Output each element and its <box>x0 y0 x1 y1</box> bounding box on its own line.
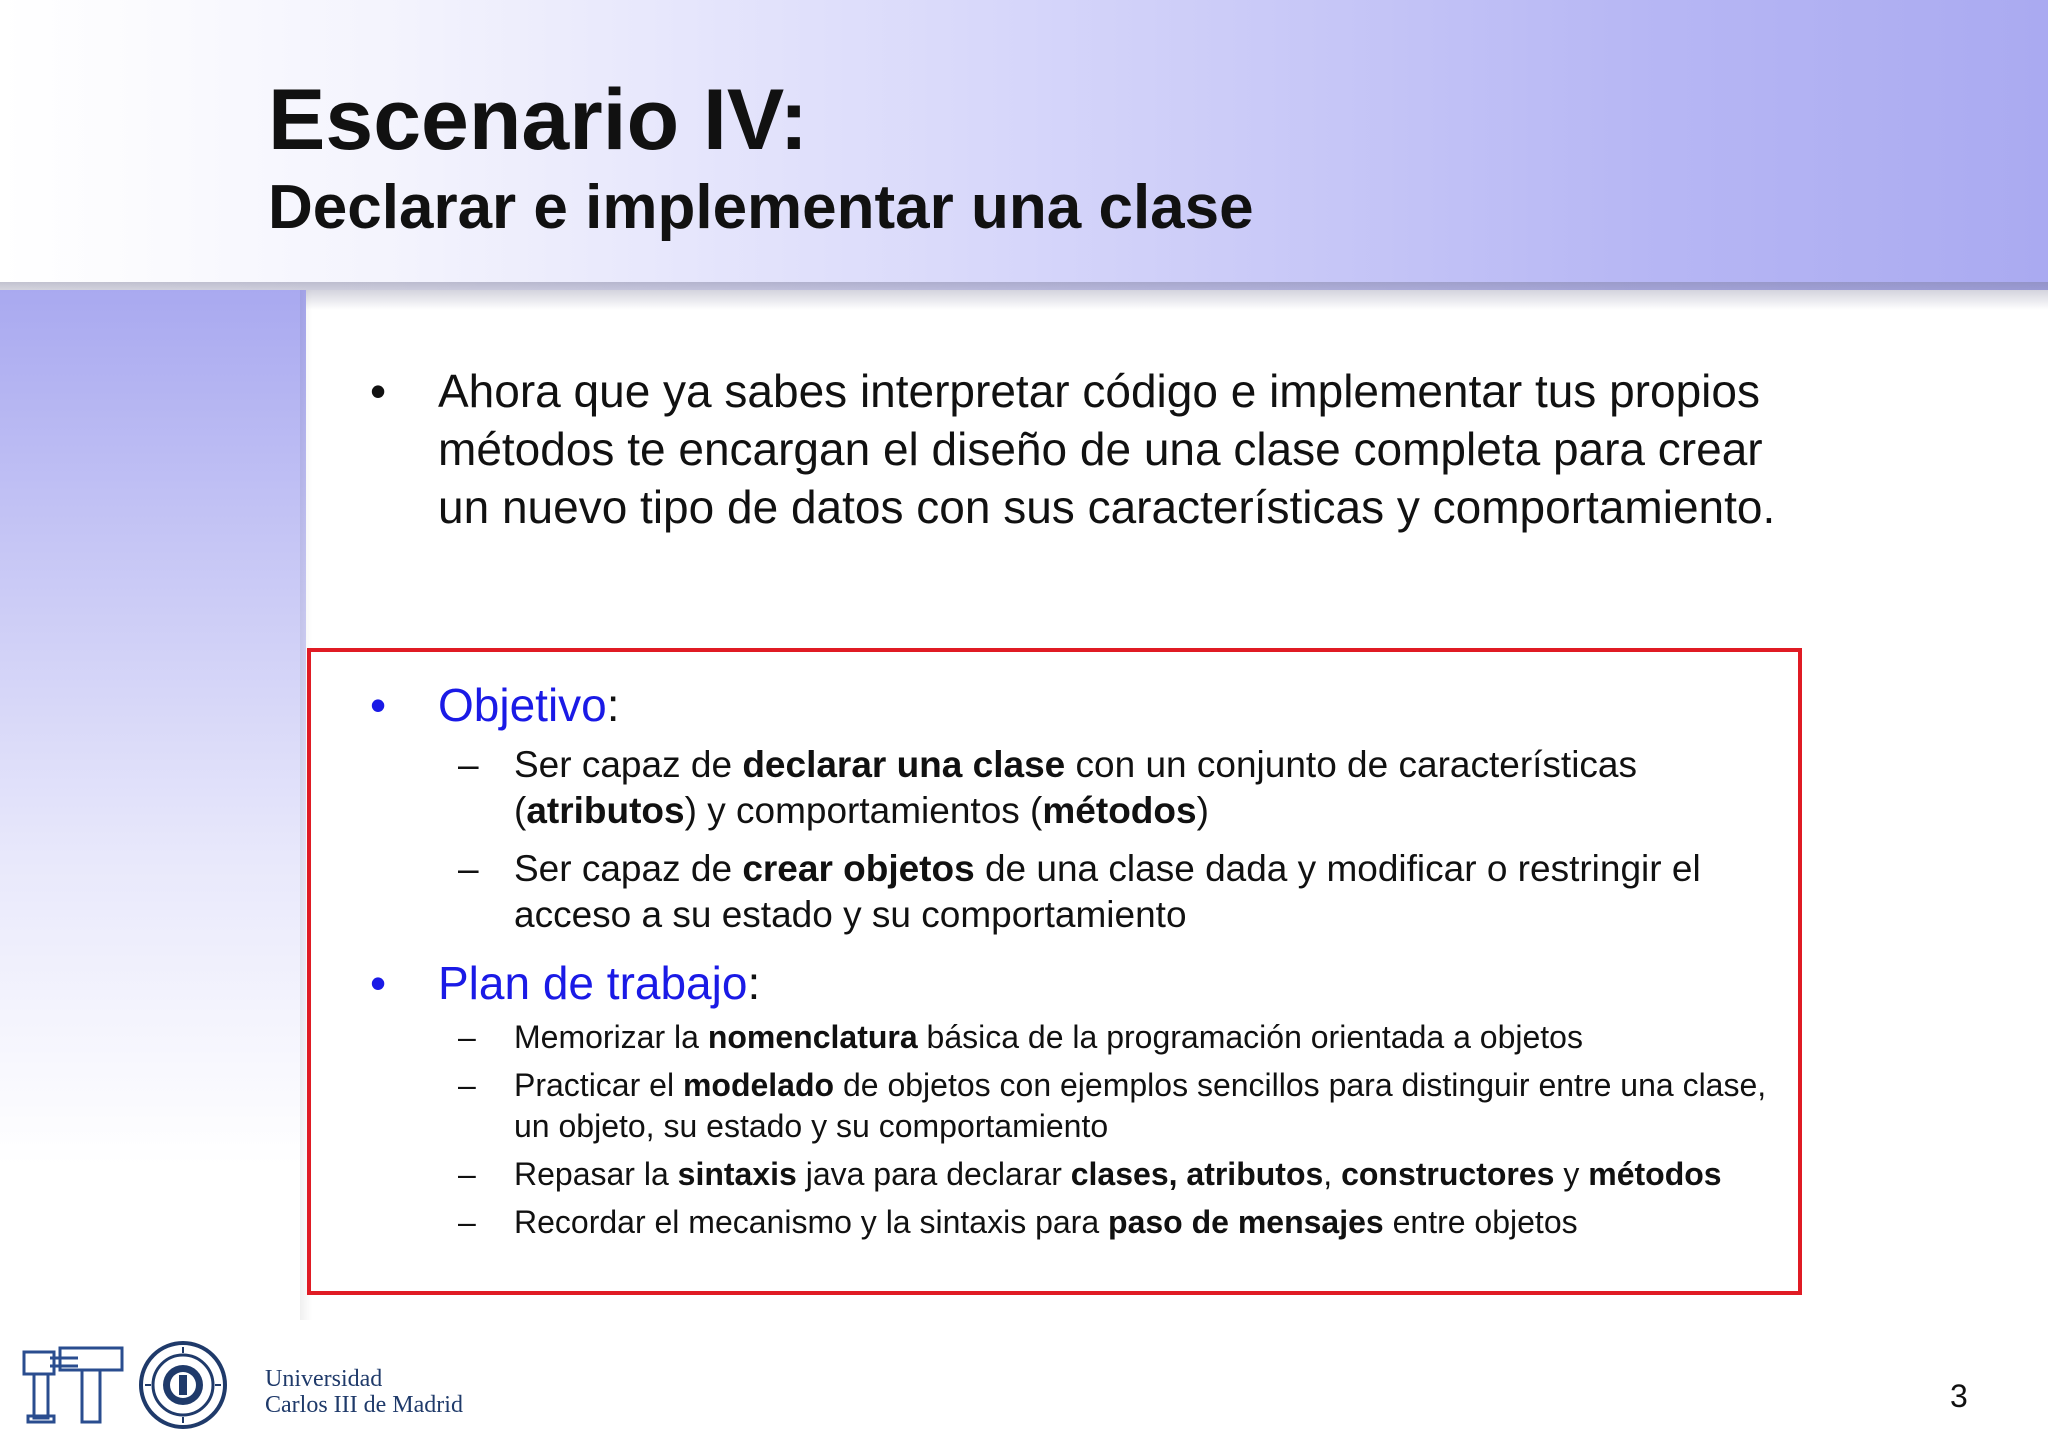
item-bold-text: crear objetos <box>742 848 975 889</box>
item-text: y <box>1554 1156 1589 1192</box>
intro-text: Ahora que ya sabes interpretar código e implementar tus propios métodos te encargan el diseño de una clase completa para crear un nuevo tipo de datos con sus características y comportamiento. <box>438 365 1776 533</box>
item-text: Ser capaz de <box>514 848 743 889</box>
plan-colon: : <box>747 957 761 1009</box>
item-text: java para declarar <box>796 1156 1071 1192</box>
plan-heading <box>370 954 760 1012</box>
item-text: de una clase dada y modificar o restringir el acceso a su estado y su comportamiento <box>514 848 1701 935</box>
item-bold-text: paso de mensajes <box>1108 1204 1384 1240</box>
item-bold-text: modelado <box>682 1067 835 1103</box>
item-text: entre objetos <box>1383 1204 1578 1240</box>
item-bold-text: métodos <box>1588 1156 1722 1192</box>
item-text: Memorizar la <box>514 1019 708 1055</box>
item-text: básica de la programación orientada a objetos <box>917 1019 1583 1055</box>
plan-list <box>458 1017 1788 1250</box>
intro-paragraph <box>370 362 1810 536</box>
item-text: ) y comportamientos ( <box>684 790 1043 831</box>
university-name-line2: Carlos III de Madrid <box>265 1392 463 1418</box>
bullet-icon: • <box>370 957 387 1009</box>
dash-icon: – <box>458 1067 476 1103</box>
item-bold-text: sintaxis <box>677 1156 797 1192</box>
dash-icon: – <box>458 1019 476 1055</box>
list-item <box>458 1202 1788 1243</box>
item-text: , <box>1323 1156 1342 1192</box>
dash-icon: – <box>458 848 479 889</box>
item-bold-text: clases, atributos <box>1070 1156 1324 1192</box>
dash-icon: – <box>458 744 479 785</box>
objetivo-label: Objetivo <box>438 679 607 731</box>
list-item <box>458 1154 1788 1195</box>
list-item <box>458 1065 1788 1147</box>
slide-title: Escenario IV: <box>268 72 809 168</box>
item-text: Repasar la <box>514 1156 678 1192</box>
item-text: de objetos con ejemplos sencillos para distinguir entre una clase, un objeto, su estado y su comportamiento <box>514 1067 1767 1144</box>
item-text: ) <box>1196 790 1209 831</box>
list-item <box>458 1017 1788 1058</box>
objetivo-colon: : <box>606 679 620 731</box>
dash-icon: – <box>458 1204 476 1240</box>
list-item <box>458 846 1788 938</box>
university-seal-icon <box>138 1340 228 1430</box>
bullet-icon: • <box>370 365 387 417</box>
item-bold-text: nomenclatura <box>707 1019 918 1055</box>
page-number: 3 <box>1950 1378 1968 1414</box>
item-text: con un conjunto de características ( <box>514 744 1637 831</box>
item-bold-text: métodos <box>1042 790 1197 831</box>
item-text: Ser capaz de <box>514 744 743 785</box>
item-text: Recordar el mecanismo y la sintaxis para <box>514 1204 1109 1240</box>
university-name-line1: Universidad <box>265 1366 383 1392</box>
intro-bullet-row <box>370 362 1810 536</box>
item-bold-text: constructores <box>1341 1156 1555 1192</box>
item-bold-text: atributos <box>526 790 685 831</box>
slide-subtitle: Declarar e implementar una clase <box>268 173 1254 242</box>
objetivo-bullet-row <box>370 676 620 734</box>
list-item <box>458 742 1788 834</box>
dash-icon: – <box>458 1156 476 1192</box>
item-bold-text: declarar una clase <box>742 744 1066 785</box>
plan-bullet-row <box>370 954 760 1012</box>
objetivo-list <box>458 742 1788 950</box>
item-text: Practicar el <box>514 1067 683 1103</box>
left-decorative-band <box>0 290 306 1320</box>
bullet-icon: • <box>370 679 387 731</box>
objetivo-heading <box>370 676 620 734</box>
plan-label: Plan de trabajo <box>438 957 748 1009</box>
it-logo-icon <box>20 1344 128 1426</box>
